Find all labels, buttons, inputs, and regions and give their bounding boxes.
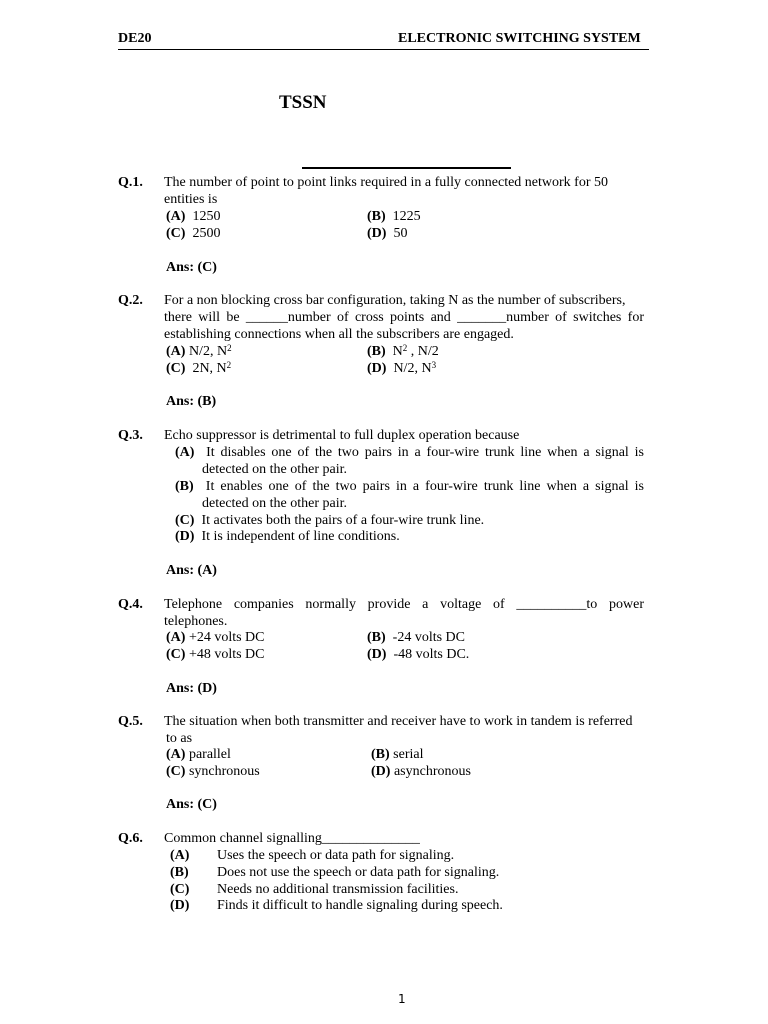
question-stem: For a non blocking cross bar configuration, taking N as the number of subscribers, xyxy=(164,293,626,308)
option-b: Does not use the speech or data path for signaling. xyxy=(217,865,500,880)
question-stem-line: telephones. xyxy=(164,614,228,629)
answer: Ans: (C) xyxy=(166,797,217,812)
option-a-continued: detected on the other pair. xyxy=(202,462,347,477)
option-d: (D) 50 xyxy=(367,226,408,241)
option-b: (B) $N^2$ , N/2 xyxy=(367,343,439,359)
option-b: (B) It enables one of the two pairs in a four-wire trunk line when a signal is xyxy=(175,479,644,494)
question-stem: Common channel signalling______________ xyxy=(164,831,420,846)
option-d: (D) It is independent of line conditions. xyxy=(175,529,400,544)
question-number: Q.4. xyxy=(118,597,143,612)
option-a: Uses the speech or data path for signaling. xyxy=(217,848,455,863)
answer: Ans: (D) xyxy=(166,681,217,696)
option-a: (A) 1250 xyxy=(166,209,221,224)
question-stem-line: entities is xyxy=(164,192,218,207)
option-d: (D) asynchronous xyxy=(371,764,471,779)
question-number: Q.3. xyxy=(118,428,143,443)
option-d: (D) N/2, $N^3$ xyxy=(367,360,437,376)
option-a-label: (A) xyxy=(170,848,190,863)
option-a: (A) +24 volts DC xyxy=(166,630,265,645)
question-number: Q.6. xyxy=(118,831,143,846)
page-number: 1 xyxy=(398,992,406,1006)
option-d: Finds it difficult to handle signaling during speech. xyxy=(217,898,503,913)
question-stem-line: there will be ______number of cross points and _______number of switches for xyxy=(164,310,644,325)
option-b: (B) -24 volts DC xyxy=(367,630,466,645)
option-c: (C) 2N, $N^2$ xyxy=(166,360,232,376)
option-a: (A) parallel xyxy=(166,747,231,762)
option-c: (C) It activates both the pairs of a four-wire trunk line. xyxy=(175,513,485,528)
question-stem: Echo suppressor is detrimental to full duplex operation because xyxy=(164,428,520,443)
answer: Ans: (A) xyxy=(166,563,217,578)
question-stem: The situation when both transmitter and receiver have to work in tandem is referred xyxy=(164,714,633,729)
option-d-label: (D) xyxy=(170,898,190,913)
option-b: (B) 1225 xyxy=(367,209,421,224)
page-title: TSSN xyxy=(279,92,327,113)
option-b-label: (B) xyxy=(170,865,189,880)
answer: Ans: (C) xyxy=(166,260,217,275)
question-stem: The number of point to point links required in a fully connected network for 50 xyxy=(164,175,609,190)
option-b-continued: detected on the other pair. xyxy=(202,496,347,511)
option-c: Needs no additional transmission facilities. xyxy=(217,882,459,897)
title-divider xyxy=(302,167,511,169)
question-stem: Telephone companies normally provide a voltage of __________to power xyxy=(164,597,644,612)
option-a: (A) It disables one of the two pairs in a four-wire trunk line when a signal is xyxy=(175,445,644,460)
option-c: (C) 2500 xyxy=(166,226,221,241)
header-subject: ELECTRONIC SWITCHING SYSTEM xyxy=(398,31,641,46)
option-b: (B) serial xyxy=(371,747,424,762)
option-c: (C) synchronous xyxy=(166,764,260,779)
question-number: Q.1. xyxy=(118,175,143,190)
option-c-label: (C) xyxy=(170,882,190,897)
option-c: (C) +48 volts DC xyxy=(166,647,265,662)
question-stem-line: establishing connections when all the subscribers are engaged. xyxy=(164,327,514,342)
answer: Ans: (B) xyxy=(166,394,217,409)
header-code: DE20 xyxy=(118,31,152,46)
header-divider xyxy=(118,49,649,50)
question-number: Q.5. xyxy=(118,714,143,729)
option-d: (D) -48 volts DC. xyxy=(367,647,470,662)
question-stem-line: to as xyxy=(166,731,193,746)
question-number: Q.2. xyxy=(118,293,143,308)
option-a: (A) N/2, $N^2$ xyxy=(166,343,232,359)
